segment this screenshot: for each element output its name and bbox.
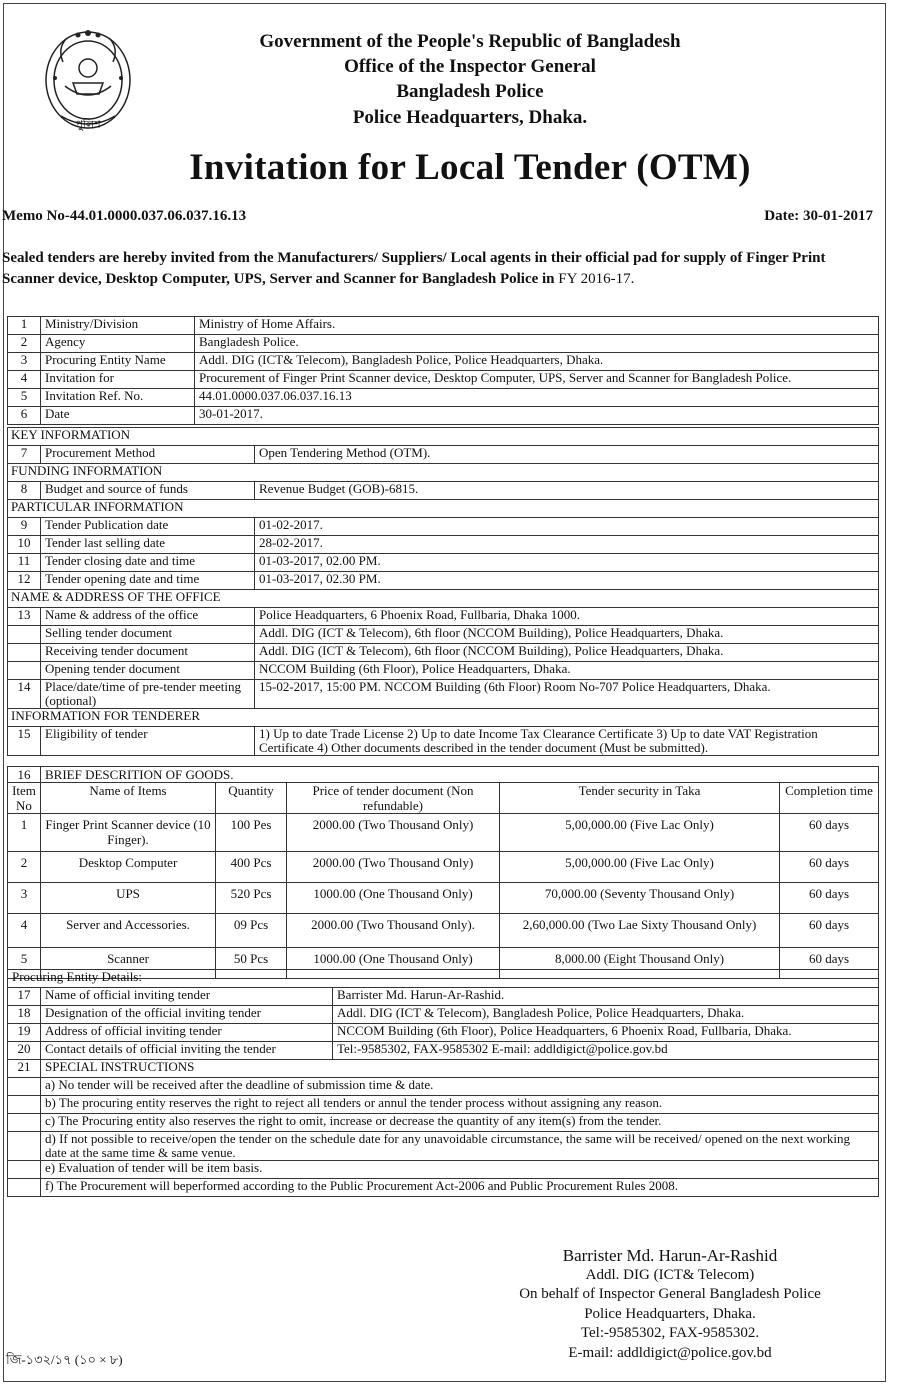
goods-item-quantity: 50 Pcs (216, 948, 287, 979)
header-police: Bangladesh Police (396, 81, 544, 102)
office-row (8, 680, 879, 709)
office-no (8, 662, 41, 680)
tenderer-row (8, 727, 879, 756)
funding-label: Budget and source of funds (41, 482, 255, 500)
goods-header-security: Tender security in Taka (500, 783, 780, 814)
particular-label: Tender Publication date (41, 518, 255, 536)
goods-title-row (8, 767, 879, 783)
special-instruction: e) Evaluation of tender will be item basis. (41, 1161, 879, 1179)
special-instruction: d) If not possible to receive/open the tender on the schedule date for any unavoidable circumstance, the same will be received/ opened on the next working date at the same time & same venue. (41, 1132, 879, 1161)
particular-row (8, 518, 879, 536)
tender-info-table (7, 427, 879, 756)
general-row (8, 353, 879, 371)
special-instruction-row (8, 1096, 879, 1114)
goods-row (8, 814, 879, 852)
procuring-value: Tel:-9585302, FAX-9585302 E-mail: addldigict@police.gov.bd (333, 1042, 879, 1060)
goods-item-name: Server and Accessories. (41, 914, 216, 948)
goods-item-completion: 60 days (780, 914, 879, 948)
tenderer-section-title: INFORMATION FOR TENDERER (8, 709, 879, 727)
goods-header-name: Name of Items (41, 783, 216, 814)
procuring-row (8, 1006, 879, 1024)
goods-item-price: 2000.00 (Two Thousand Only) (287, 852, 500, 883)
office-no: 13 (8, 608, 41, 626)
intro-paragraph (2, 248, 880, 290)
office-label: Name & address of the office (41, 608, 255, 626)
signature-block (470, 1246, 870, 1363)
office-row (8, 662, 879, 680)
general-no: 2 (8, 335, 41, 353)
intro-rest: FY 2016-17. (554, 271, 635, 287)
particular-no: 11 (8, 554, 41, 572)
procuring-no: 19 (8, 1024, 41, 1042)
goods-item-security: 70,000.00 (Seventy Thousand Only) (500, 883, 780, 914)
general-row (8, 407, 879, 425)
logo-text: পুলিশ (75, 118, 101, 131)
key-value: Open Tendering Method (OTM). (255, 446, 879, 464)
procuring-label: Name of official inviting tender (41, 988, 333, 1006)
special-instruction-row (8, 1078, 879, 1096)
office-no (8, 626, 41, 644)
office-label: Selling tender document (41, 626, 255, 644)
particular-row (8, 572, 879, 590)
goods-row (8, 852, 879, 883)
procuring-row (8, 1042, 879, 1060)
special-no: 21 (8, 1060, 41, 1078)
header-hq: Police Headquarters, Dhaka. (352, 107, 588, 128)
office-label: Receiving tender document (41, 644, 255, 662)
tenderer-section-row (8, 709, 879, 727)
office-value: NCCOM Building (6th Floor), Police Headquarters, Dhaka. (255, 662, 879, 680)
procuring-label: Address of official inviting tender (41, 1024, 333, 1042)
memo-date: Date: 30-01-2017 (764, 208, 873, 224)
intro-bold: Sealed tenders are hereby invited from the Manufacturers/ Suppliers/ Local agents in their official pad for supply of Finger Print Scanner device, Desktop Computer, UPS, Server and Scanner for Bangladesh Police in (2, 250, 826, 287)
funding-value: Revenue Budget (GOB)-6815. (255, 482, 879, 500)
goods-item-quantity: 520 Pcs (216, 883, 287, 914)
general-no: 5 (8, 389, 41, 407)
funding-section-title: FUNDING INFORMATION (8, 464, 879, 482)
special-blank (8, 1114, 41, 1132)
goods-item-no: 2 (8, 852, 41, 883)
goods-item-completion: 60 days (780, 883, 879, 914)
particular-section-row (8, 500, 879, 518)
general-value: Bangladesh Police. (195, 335, 879, 353)
general-no: 6 (8, 407, 41, 425)
office-value: Addl. DIG (ICT & Telecom), 6th floor (NCCOM Building), Police Headquarters, Dhaka. (255, 644, 879, 662)
goods-item-no: 3 (8, 883, 41, 914)
general-value: 30-01-2017. (195, 407, 879, 425)
header-office: Office of the Inspector General (344, 56, 596, 77)
office-row (8, 644, 879, 662)
general-value: Addl. DIG (ICT& Telecom), Bangladesh Police, Police Headquarters, Dhaka. (195, 353, 879, 371)
goods-item-completion: 60 days (780, 852, 879, 883)
goods-item-quantity: 400 Pcs (216, 852, 287, 883)
funding-no: 8 (8, 482, 41, 500)
goods-item-completion: 60 days (780, 814, 879, 852)
goods-item-price: 2000.00 (Two Thousand Only). (287, 914, 500, 948)
procuring-no: 17 (8, 988, 41, 1006)
goods-item-name: Scanner (41, 948, 216, 979)
special-instruction: a) No tender will be received after the deadline of submission time & date. (41, 1078, 879, 1096)
general-info-table (7, 316, 879, 425)
procuring-label: Designation of the official inviting tender (41, 1006, 333, 1024)
particular-value: 01-03-2017, 02.00 PM. (255, 554, 879, 572)
special-title: SPECIAL INSTRUCTIONS (41, 1060, 879, 1078)
bangladesh-police-emblem-icon (43, 28, 133, 140)
goods-item-quantity: 09 Pcs (216, 914, 287, 948)
special-title-row (8, 1060, 879, 1078)
signature-name: Barrister Md. Harun-Ar-Rashid (562, 1246, 778, 1265)
particular-no: 9 (8, 518, 41, 536)
special-blank (8, 1096, 41, 1114)
header-government: Government of the People's Republic of Bangladesh (259, 31, 681, 52)
tenderer-value: 1) Up to date Trade License 2) Up to date Income Tax Clearance Certificate 3) Up to date VAT Registration Certificate 4) Other documents described in the tender document (Must be submitted). (255, 727, 879, 756)
key-section-title: KEY INFORMATION (8, 428, 879, 446)
special-instruction-row (8, 1161, 879, 1179)
general-no: 1 (8, 317, 41, 335)
office-value: Police Headquarters, 6 Phoenix Road, Fullbaria, Dhaka 1000. (255, 608, 879, 626)
special-blank (8, 1179, 41, 1197)
procuring-value: Barrister Md. Harun-Ar-Rashid. (333, 988, 879, 1006)
goods-header-quantity: Quantity (216, 783, 287, 814)
funding-row (8, 482, 879, 500)
goods-item-quantity: 100 Pes (216, 814, 287, 852)
particular-label: Tender opening date and time (41, 572, 255, 590)
special-blank (8, 1132, 41, 1161)
general-label: Invitation for (41, 371, 195, 389)
goods-row (8, 914, 879, 948)
particular-no: 10 (8, 536, 41, 554)
page-title: Invitation for Local Tender (OTM) (189, 147, 751, 188)
tenderer-label: Eligibility of tender (41, 727, 255, 756)
office-section-row (8, 590, 879, 608)
procuring-value: Addl. DIG (ICT & Telecom), Bangladesh Police, Police Headquarters, Dhaka. (333, 1006, 879, 1024)
general-row (8, 335, 879, 353)
goods-item-name: Finger Print Scanner device (10 Finger). (41, 814, 216, 852)
goods-item-name: Desktop Computer (41, 852, 216, 883)
general-label: Date (41, 407, 195, 425)
goods-item-security: 8,000.00 (Eight Thousand Only) (500, 948, 780, 979)
goods-table (7, 766, 879, 979)
tenderer-no: 15 (8, 727, 41, 756)
goods-row (8, 883, 879, 914)
procuring-no: 18 (8, 1006, 41, 1024)
general-label: Ministry/Division (41, 317, 195, 335)
office-section-title: NAME & ADDRESS OF THE OFFICE (8, 590, 879, 608)
goods-item-security: 5,00,000.00 (Five Lac Only) (500, 852, 780, 883)
office-no: 14 (8, 680, 41, 709)
goods-item-security: 5,00,000.00 (Five Lac Only) (500, 814, 780, 852)
particular-value: 28-02-2017. (255, 536, 879, 554)
signature-email: E-mail: addldigict@police.gov.bd (568, 1344, 772, 1361)
special-instruction: c) The Procuring entity also reserves the right to omit, increase or decrease the quantity of any item(s) from the tender. (41, 1114, 879, 1132)
procuring-row (8, 1024, 879, 1042)
signature-behalf: On behalf of Inspector General Bangladesh Police (519, 1286, 821, 1302)
procuring-label: Contact details of official inviting the tender (41, 1042, 333, 1060)
goods-item-security: 2,60,000.00 (Two Lae Sixty Thousand Only) (500, 914, 780, 948)
general-label: Invitation Ref. No. (41, 389, 195, 407)
procuring-entity-table (7, 969, 879, 1197)
goods-item-price: 1000.00 (One Thousand Only) (287, 948, 500, 979)
office-label: Place/date/time of pre-tender meeting (optional) (41, 680, 255, 709)
signature-office: Police Headquarters, Dhaka. (584, 1305, 756, 1322)
special-blank (8, 1161, 41, 1179)
goods-header-item-no: Item No (8, 783, 41, 814)
general-value: Ministry of Home Affairs. (195, 317, 879, 335)
key-label: Procurement Method (41, 446, 255, 464)
procuring-value: NCCOM Building (6th Floor), Police Headquarters, 6 Phoenix Road, Fullbaria, Dhaka. (333, 1024, 879, 1042)
particular-row (8, 536, 879, 554)
particular-value: 01-02-2017. (255, 518, 879, 536)
footer-code: জি-১৩২/১৭ (১০ × ৮) (6, 1352, 123, 1367)
general-row (8, 317, 879, 335)
goods-item-price: 1000.00 (One Thousand Only) (287, 883, 500, 914)
general-label: Procuring Entity Name (41, 353, 195, 371)
key-row (8, 446, 879, 464)
goods-header-completion: Completion time (780, 783, 879, 814)
signature-designation: Addl. DIG (ICT& Telecom) (585, 1266, 755, 1283)
special-instruction: b) The procuring entity reserves the right to reject all tenders or annul the tender process without assigning any reason. (41, 1096, 879, 1114)
goods-section-title: BRIEF DESCRITION OF GOODS. (41, 767, 879, 783)
goods-item-completion: 60 days (780, 948, 879, 979)
office-row (8, 608, 879, 626)
special-instruction-row (8, 1114, 879, 1132)
general-row (8, 389, 879, 407)
particular-value: 01-03-2017, 02.30 PM. (255, 572, 879, 590)
goods-header-row (8, 783, 879, 814)
general-row (8, 371, 879, 389)
special-instruction: f) The Procurement will beperformed according to the Public Procurement Act-2006 and Public Procurement Rules 2008. (41, 1179, 879, 1197)
goods-item-no: 5 (8, 948, 41, 979)
goods-item-no: 1 (8, 814, 41, 852)
goods-item-no: 4 (8, 914, 41, 948)
particular-no: 12 (8, 572, 41, 590)
goods-header-price: Price of tender document (Non refundable) (287, 783, 500, 814)
memo-number: Memo No-44.01.0000.037.06.037.16.13 (2, 208, 247, 224)
signature-tel: Tel:-9585302, FAX-9585302. (580, 1325, 760, 1341)
general-no: 3 (8, 353, 41, 371)
key-no: 7 (8, 446, 41, 464)
special-instruction-row (8, 1132, 879, 1161)
procuring-title: Procuring Entity Details: (8, 970, 879, 988)
office-value: Addl. DIG (ICT & Telecom), 6th floor (NCCOM Building), Police Headquarters, Dhaka. (255, 626, 879, 644)
office-row (8, 626, 879, 644)
special-instruction-row (8, 1179, 879, 1197)
general-no: 4 (8, 371, 41, 389)
procuring-title-row (8, 970, 879, 988)
particular-label: Tender last selling date (41, 536, 255, 554)
special-blank (8, 1078, 41, 1096)
procuring-row (8, 988, 879, 1006)
general-label: Agency (41, 335, 195, 353)
key-section-row (8, 428, 879, 446)
office-value: 15-02-2017, 15:00 PM. NCCOM Building (6th Floor) Room No-707 Police Headquarters, Dhaka. (255, 680, 879, 709)
office-label: Opening tender document (41, 662, 255, 680)
general-value: Procurement of Finger Print Scanner device, Desktop Computer, UPS, Server and Scanner for Bangladesh Police. (195, 371, 879, 389)
procuring-no: 20 (8, 1042, 41, 1060)
goods-item-price: 2000.00 (Two Thousand Only) (287, 814, 500, 852)
goods-section-no: 16 (8, 767, 41, 783)
particular-label: Tender closing date and time (41, 554, 255, 572)
goods-item-name: UPS (41, 883, 216, 914)
particular-row (8, 554, 879, 572)
funding-section-row (8, 464, 879, 482)
office-no (8, 644, 41, 662)
general-value: 44.01.0000.037.06.037.16.13 (195, 389, 879, 407)
particular-section-title: PARTICULAR INFORMATION (8, 500, 879, 518)
